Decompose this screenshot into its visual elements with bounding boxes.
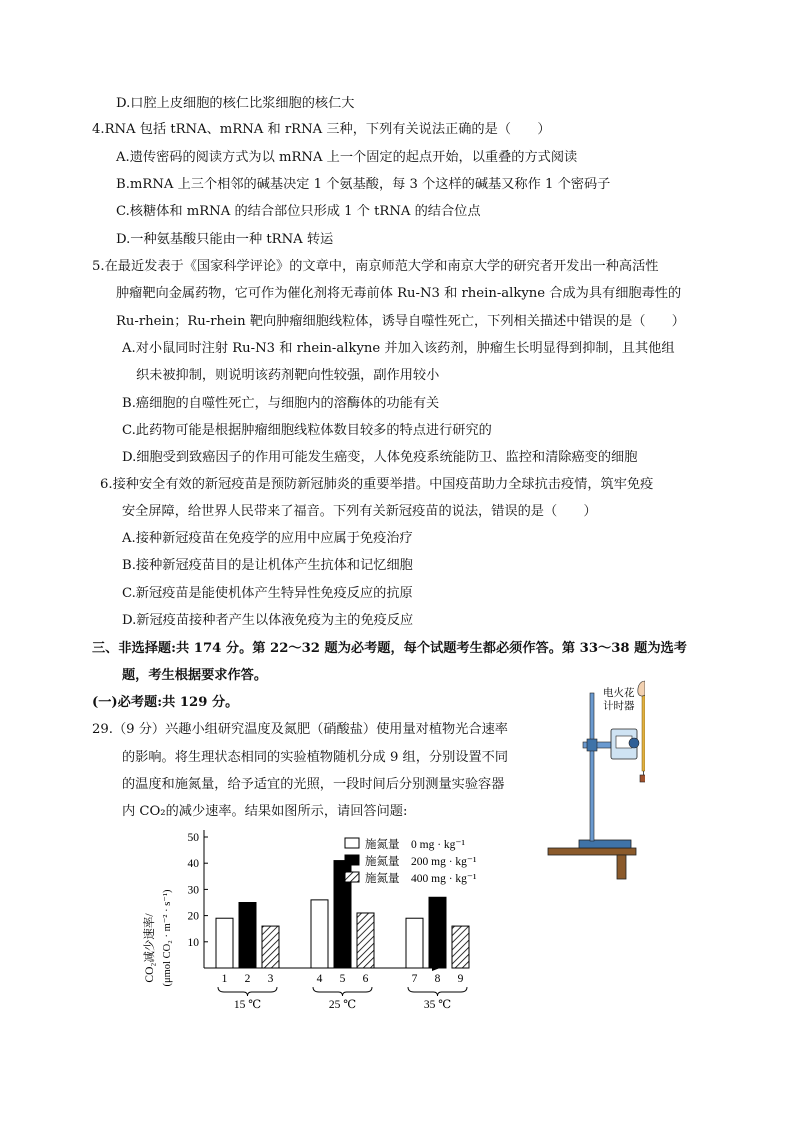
q5-option-b: B.癌细胞的自噬性死亡，与细胞内的溶酶体的功能有关 xyxy=(122,396,440,411)
x-tick-label: 9 xyxy=(457,973,464,985)
x-tick-label: 3 xyxy=(267,973,274,985)
bar xyxy=(429,897,446,968)
group-brace xyxy=(313,987,372,996)
apparatus-label-2: 计时器 xyxy=(603,701,635,712)
q6-stem-line1: 6.接种安全有效的新冠疫苗是预防新冠肺炎的重要举措。中国疫苗助力全球抗击疫情，筑牢免疫 xyxy=(100,477,654,492)
legend-swatch xyxy=(345,872,359,882)
q29-line4: 内 CO₂的减少速率。结果如图所示，请回答问题: xyxy=(122,804,408,819)
q29-line3: 的温度和施氮量，给予适宜的光照，一段时间后分别测量实验容器 xyxy=(122,777,505,792)
x-tick-label: 1 xyxy=(221,973,228,985)
chart-ylabel-line1: CO₂减少速率/ xyxy=(144,913,156,983)
section3-heading-line1: 三、非选择题:共 174 分。第 22～32 题为必考题，每个试题考生都必须作答。第 33～38 题为选考 xyxy=(92,641,687,656)
legend-label: 施氮量 200 mg · kg⁻¹ xyxy=(365,856,477,868)
bar xyxy=(216,918,233,968)
bar xyxy=(239,903,256,969)
group-brace xyxy=(408,987,467,996)
y-tick-label: 50 xyxy=(187,832,199,844)
legend-swatch xyxy=(345,838,359,848)
q5-stem-line2: 肿瘤靶向金属药物，它可作为催化剂将无毒前体 Ru-N3 和 rhein-alkyne 合成为具有细胞毒性的 xyxy=(116,286,682,301)
q5-stem-line1: 5.在最近发表于《国家科学评论》的文章中，南京师范大学和南京大学的研究者开发出一种高活性 xyxy=(92,259,659,274)
group-label: 35 ℃ xyxy=(423,999,452,1011)
q6-option-b: B.接种新冠疫苗目的是让机体产生抗体和记忆细胞 xyxy=(122,558,413,573)
q6-option-a: A.接种新冠疫苗在免疫学的应用中应属于免疫治疗 xyxy=(122,531,413,546)
q5-option-a-line2: 织未被抑制，则说明该药剂靶向性较强，副作用较小 xyxy=(136,368,440,383)
q4-option-a: A.遗传密码的阅读方式为以 mRNA 上一个固定的起点开始，以重叠的方式阅读 xyxy=(116,150,578,165)
bar xyxy=(406,918,423,968)
spark-timer-apparatus xyxy=(545,675,645,885)
bar xyxy=(452,926,469,968)
x-tick-label: 8 xyxy=(434,973,441,985)
q6-option-c: C.新冠疫苗是能使机体产生特异性免疫反应的抗原 xyxy=(122,586,413,601)
legend-label: 施氮量 0 mg · kg⁻¹ xyxy=(365,839,465,851)
q4-stem: 4.RNA 包括 tRNA、mRNA 和 rRNA 三种，下列有关说法正确的是（ ） xyxy=(92,122,551,137)
x-tick-label: 2 xyxy=(244,973,251,985)
bar xyxy=(357,913,374,968)
section3-subheading: (一)必考题:共 129 分。 xyxy=(92,695,239,710)
q29-line2: 的影响。将生理状态相同的实验植物随机分成 9 组，分别设置不同 xyxy=(122,750,509,765)
q5-option-c: C.此药物可能是根据肿瘤细胞线粒体数目较多的特点进行研究的 xyxy=(122,423,492,438)
chart-ylabel-line2: (μmol CO₂ · m⁻² · s⁻¹) xyxy=(162,889,173,987)
y-tick-label: 20 xyxy=(187,910,199,923)
legend-label: 施氮量 400 mg · kg⁻¹ xyxy=(365,873,477,885)
q4-option-b: B.mRNA 上三个相邻的碱基决定 1 个氨基酸，每 3 个这样的碱基又称作 1 个密码子 xyxy=(116,177,611,192)
q5-stem-line3: Ru-rhein；Ru-rhein 靶向肿瘤细胞线粒体，诱导自噬性死亡，下列相关描述中错误的是（ ） xyxy=(116,314,685,329)
group-brace xyxy=(218,987,277,996)
x-tick-label: 7 xyxy=(411,973,418,985)
section3-heading-line2: 题，考生根据要求作答。 xyxy=(122,668,268,683)
q5-option-d: D.细胞受到致癌因子的作用可能发生癌变，人体免疫系统能防卫、监控和清除癌变的细胞 xyxy=(122,450,638,465)
x-tick-label: 4 xyxy=(316,973,323,985)
legend-swatch xyxy=(345,855,359,865)
apparatus-label-1: 电火花 xyxy=(603,688,635,699)
x-tick-label: 5 xyxy=(339,973,346,985)
q5-option-a-line1: A.对小鼠同时注射 Ru-N3 和 rhein-alkyne 并加入该药剂，肿瘤生长明显得到抑制，且其他组 xyxy=(122,341,675,356)
group-label: 15 ℃ xyxy=(233,999,262,1011)
q6-option-d: D.新冠疫苗接种者产生以体液免疫为主的免疫反应 xyxy=(122,613,414,628)
group-label: 25 ℃ xyxy=(328,999,357,1011)
q3-option-d: D.口腔上皮细胞的核仁比浆细胞的核仁大 xyxy=(116,96,355,111)
bar xyxy=(262,926,279,968)
x-tick-label: 6 xyxy=(362,973,369,985)
y-tick-label: 30 xyxy=(187,884,199,897)
y-tick-label: 40 xyxy=(187,858,199,871)
q4-option-d: D.一种氨基酸只能由一种 tRNA 转运 xyxy=(116,232,334,247)
q6-stem-line2: 安全屏障，给世界人民带来了福音。下列有关新冠疫苗的说法，错误的是（ ） xyxy=(122,504,597,519)
bar xyxy=(311,900,328,968)
co2-rate-bar-chart xyxy=(140,830,500,1020)
y-tick-label: 10 xyxy=(187,936,199,949)
q4-option-c: C.核糖体和 mRNA 的结合部位只形成 1 个 tRNA 的结合位点 xyxy=(116,204,481,219)
q29-line1: 29.（9 分）兴趣小组研究温度及氮肥（硝酸盐）使用量对植物光合速率 xyxy=(92,722,508,737)
